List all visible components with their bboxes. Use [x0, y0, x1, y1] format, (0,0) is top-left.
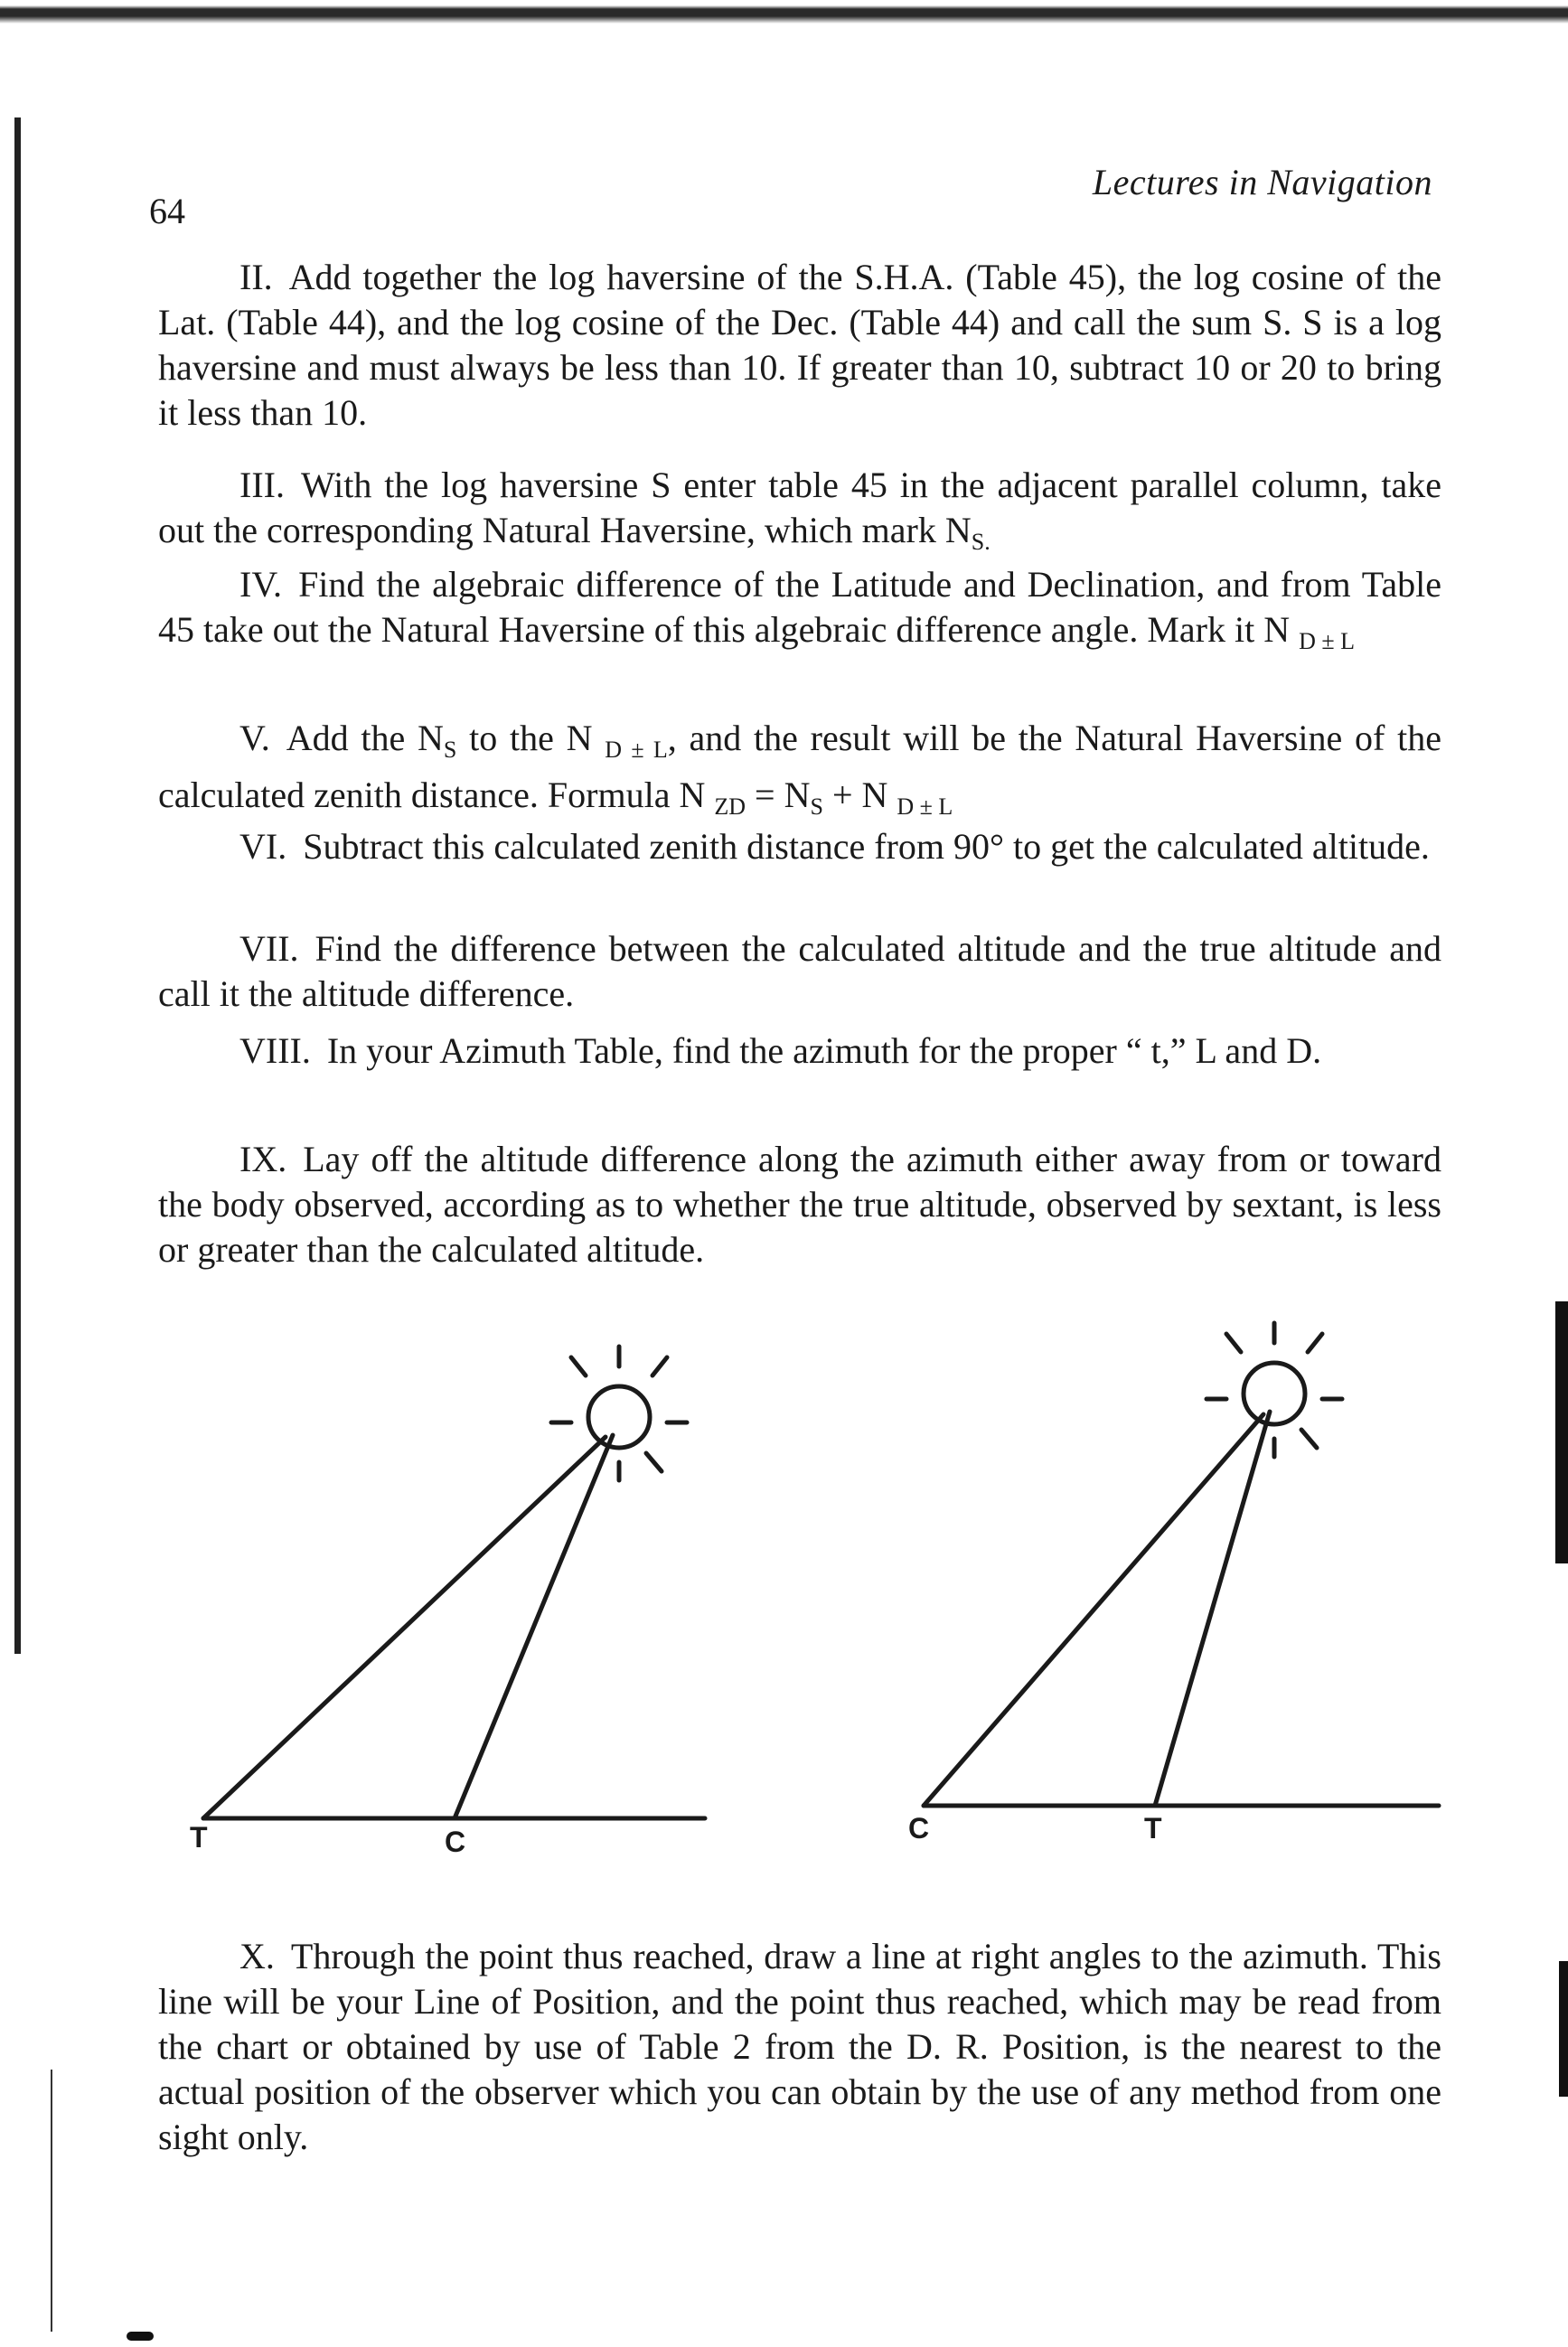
step-numeral: VI.: [239, 826, 287, 867]
figure-svg: [181, 1310, 1446, 1871]
step-text-c: , and the result will be the Natural Haversine of the calculated zenith distance. Formula N: [158, 718, 1441, 815]
right-diagram: [924, 1323, 1439, 1806]
label-t-right-diagram: T: [1144, 1812, 1162, 1845]
left-margin-line: [51, 2070, 52, 2332]
step-numeral: X.: [239, 1936, 275, 1976]
step-numeral: IX.: [239, 1139, 287, 1179]
subscript: D ± L: [897, 793, 953, 820]
page-number: 64: [149, 191, 185, 231]
step-viii: [158, 1028, 1441, 1074]
step-ii: [158, 255, 1441, 436]
sun-icon: [551, 1347, 687, 1480]
step-text: In your Azimuth Table, find the azimuth for the proper “ t,” L and D.: [326, 1030, 1322, 1071]
step-text: Add together the log haversine of the S.H.A. (Table 45), the log cosine of the Lat. (Table 44), and the log cosine of the Dec. (Table 44) and call the sum S. S is a log haversine and must always be less than 10. If greater than 10, subtract 10 or 20 to bring it less than 10.: [158, 257, 1441, 433]
azimuth-line-to-c: [455, 1435, 613, 1818]
step-v: [158, 716, 1441, 830]
step-text: Find the difference between the calculated altitude and the true altitude and call it the altitude difference.: [158, 928, 1441, 1014]
step-text-e: + N: [822, 775, 888, 815]
top-scan-border: [0, 0, 1568, 23]
running-head: Lectures in Navigation: [1092, 162, 1432, 202]
step-text: Find the algebraic difference of the Latitude and Declination, and from Table 45 take out the Natural Haversine of this algebraic difference angle. Mark it N: [158, 564, 1441, 650]
left-diagram: [203, 1347, 705, 1818]
subscript: D ± L: [1299, 628, 1356, 654]
step-x: [158, 1934, 1441, 2160]
altitude-difference-figure: [181, 1310, 1446, 1871]
step-numeral: III.: [239, 465, 285, 505]
subscript: ZD: [714, 793, 746, 820]
step-text: Lay off the altitude difference along the azimuth either away from or toward the body observed, according as to whether the true altitude, observed by sextant, is less or greater than the calculated altitude.: [158, 1139, 1441, 1270]
step-iv: [158, 562, 1441, 664]
step-text: Through the point thus reached, draw a line at right angles to the azimuth. This line will be your Line of Position, and the point thus reached, which may be read from the chart or obtained by use of Table 2 from the D. R. Position, is the nearest to the actual position of the observer which you can obtain by the use of any method from one sight only.: [158, 1936, 1441, 2157]
step-numeral: VIII.: [239, 1030, 311, 1071]
azimuth-line-to-t: [203, 1437, 606, 1818]
step-text-a: Add the N: [286, 718, 444, 758]
step-numeral: VII.: [239, 928, 299, 969]
step-iii: [158, 463, 1441, 565]
step-text-d: = N: [746, 775, 811, 815]
right-edge-shadow: [1555, 1301, 1568, 1563]
subscript: S: [443, 737, 457, 763]
step-numeral: II.: [239, 257, 273, 297]
subscript: D ± L: [605, 737, 668, 763]
right-edge-shadow-lower: [1559, 1961, 1568, 2097]
step-text-b: to the N: [456, 718, 593, 758]
step-vi: [158, 824, 1441, 869]
step-ix: [158, 1137, 1441, 1272]
label-c-left-diagram: C: [445, 1826, 466, 1858]
label-t-left-diagram: T: [190, 1821, 208, 1854]
label-c-right-diagram: C: [908, 1812, 930, 1845]
subscript: S: [810, 793, 823, 820]
left-binding-shadow: [14, 117, 21, 1654]
step-text: With the log haversine S enter table 45 in the adjacent parallel column, take out the corresponding Natural Haversine, which mark N: [158, 465, 1441, 550]
step-numeral: V.: [239, 718, 270, 758]
subscript: S.: [971, 529, 991, 555]
scan-mark: [127, 2332, 154, 2341]
step-text: Subtract this calculated zenith distance from 90° to get the calculated altitude.: [303, 826, 1430, 867]
step-numeral: IV.: [239, 564, 283, 605]
sun-icon: [1207, 1323, 1342, 1457]
step-vii: [158, 926, 1441, 1017]
